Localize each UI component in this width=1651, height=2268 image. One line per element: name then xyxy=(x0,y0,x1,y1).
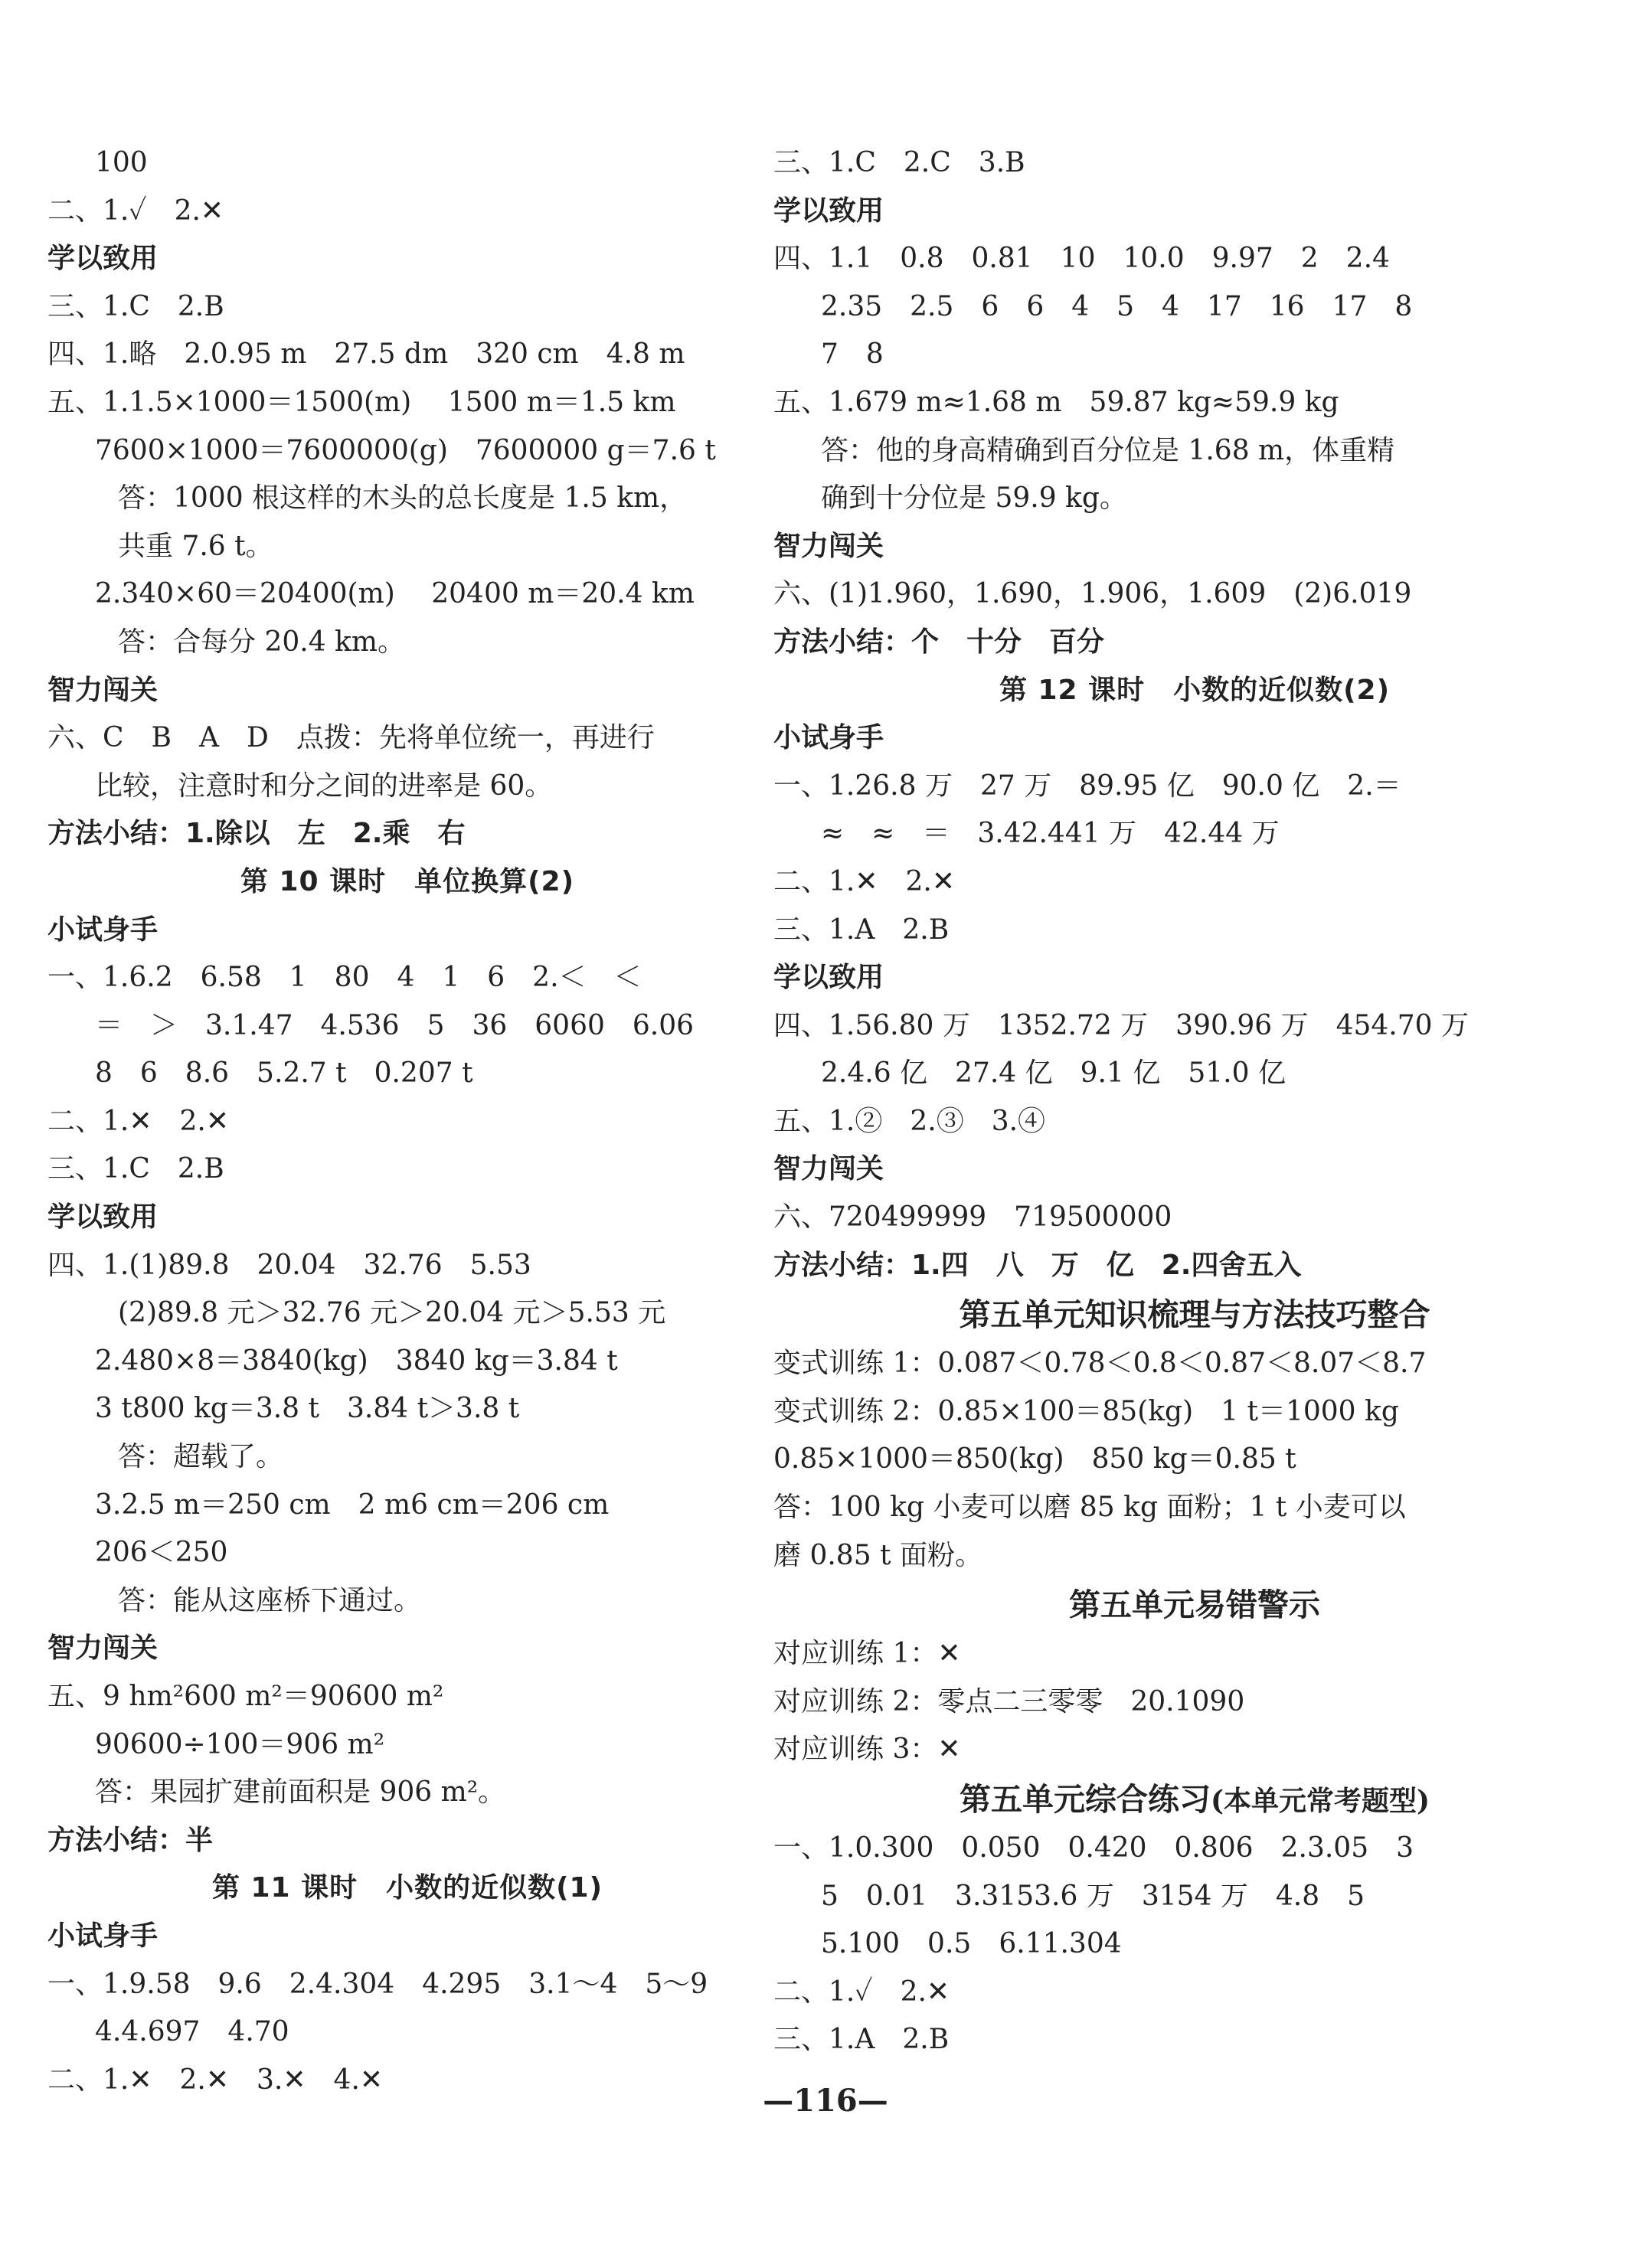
unit-title xyxy=(773,1580,1616,1630)
answer-line xyxy=(47,714,767,763)
line-text: 一、1.9.58 9.6 2.4.304 4.295 3.1～4 5～9 xyxy=(47,1968,708,2000)
answer-line xyxy=(47,2008,767,2057)
line-text: 答：果园扩建前面积是 906 m²。 xyxy=(95,1776,506,1809)
answer-line xyxy=(47,1769,767,1817)
line-text: 答：1000 根这样的木头的总长度是 1.5 km， xyxy=(118,482,688,515)
answer-line xyxy=(773,235,1616,283)
answer-line xyxy=(47,1002,767,1051)
line-text: 5.100 0.5 6.11.304 xyxy=(821,1928,1122,1960)
line-text: 方法小结：个 十分 百分 xyxy=(773,626,1105,658)
answer-line xyxy=(773,139,1616,188)
line-text: 比较，注意时和分之间的进率是 60。 xyxy=(95,770,553,802)
line-text: 五、1.1.5×1000＝1500(m) 1500 m＝1.5 km xyxy=(47,386,676,418)
line-text: 方法小结：半 xyxy=(47,1824,214,1856)
answer-line xyxy=(47,475,767,523)
line-text: 8 6 8.6 5.2.7 t 0.207 t xyxy=(95,1057,473,1090)
line-text: 四、1.(1)89.8 20.04 32.76 5.53 xyxy=(47,1249,531,1281)
section-heading xyxy=(47,907,767,955)
answer-line xyxy=(773,1969,1616,2017)
answer-line xyxy=(47,1385,767,1433)
line-text: 二、1.✓ 2.✕ xyxy=(47,194,224,227)
section-heading xyxy=(47,810,767,858)
section-heading xyxy=(773,954,1616,1002)
answer-line xyxy=(47,1961,767,2009)
line-text: 三、1.C 2.B xyxy=(47,290,224,322)
line-text: 2.4.6 亿 27.4 亿 9.1 亿 51.0 亿 xyxy=(821,1057,1286,1090)
answer-line xyxy=(773,475,1616,523)
section-heading xyxy=(47,1194,767,1242)
line-text: 对应训练 3：✕ xyxy=(773,1734,961,1766)
line-text: 第 11 课时 小数的近似数(1) xyxy=(211,1872,603,1904)
answer-line xyxy=(773,907,1616,955)
line-text: 三、1.A 2.B xyxy=(773,913,950,946)
answer-line xyxy=(773,1873,1616,1921)
answer-line xyxy=(773,1630,1616,1678)
line-text: 5 0.01 3.3153.6 万 3154 万 4.8 5 xyxy=(821,1880,1365,1912)
answer-line xyxy=(47,523,767,571)
line-text: 一、1.6.2 6.58 1 80 4 1 6 2.＜ ＜ xyxy=(47,962,642,994)
answer-line xyxy=(47,1338,767,1386)
line-text: 智力闯关 xyxy=(47,674,159,706)
right-column xyxy=(773,139,1616,2064)
line-text: 学以致用 xyxy=(773,194,884,227)
line-text: 五、1.② 2.③ 3.④ xyxy=(773,1105,1046,1137)
answer-line xyxy=(773,1388,1616,1436)
section-heading xyxy=(47,1625,767,1673)
answer-line xyxy=(773,379,1616,427)
answer-line xyxy=(47,1577,767,1626)
line-text: 智力闯关 xyxy=(773,530,884,562)
line-text: 第 10 课时 单位换算(2) xyxy=(240,865,575,897)
answer-line xyxy=(47,1050,767,1098)
answer-line xyxy=(47,1482,767,1530)
line-text: 4.4.697 4.70 xyxy=(95,2016,289,2048)
line-text: 0.85×1000＝850(kg) 850 kg＝0.85 t xyxy=(773,1443,1296,1476)
line-text: 共重 7.6 t。 xyxy=(118,530,273,562)
answer-line xyxy=(47,619,767,667)
section-heading xyxy=(47,667,767,715)
answer-line xyxy=(773,1484,1616,1532)
line-text: 学以致用 xyxy=(47,1201,159,1234)
answer-line xyxy=(773,1002,1616,1051)
answer-line xyxy=(47,1145,767,1194)
line-text: 四、1.略 2.0.95 m 27.5 dm 320 cm 4.8 m xyxy=(47,338,685,371)
line-text: 四、1.1 0.8 0.81 10 10.0 9.97 2 2.4 xyxy=(773,243,1390,275)
line-text: 小试身手 xyxy=(47,913,159,946)
line-text: 三、1.C 2.B xyxy=(47,1153,224,1185)
line-text: 五、1.679 m≈1.68 m 59.87 kg≈59.9 kg xyxy=(773,386,1339,418)
line-text: 二、1.✓ 2.✕ xyxy=(773,1976,950,2008)
line-text: 变式训练 2：0.85×100＝85(kg) 1 t＝1000 kg xyxy=(773,1395,1399,1427)
line-text: 变式训练 1：0.087＜0.78＜0.8＜0.87＜8.07＜8.7 xyxy=(773,1348,1427,1380)
line-text: 学以致用 xyxy=(773,962,884,994)
line-text: 智力闯关 xyxy=(47,1632,159,1665)
line-text: 7600×1000＝7600000(g) 7600000 g＝7.6 t xyxy=(95,434,716,466)
line-text: 二、1.✕ 2.✕ xyxy=(47,1105,230,1137)
line-text: 方法小结：1.除以 左 2.乘 右 xyxy=(47,818,466,850)
line-text: 对应训练 1：✕ xyxy=(773,1638,961,1670)
line-text: 方法小结：1.四 八 万 亿 2.四舍五入 xyxy=(773,1249,1302,1281)
line-text: ＝ ＞ 3.1.47 4.536 5 36 6060 6.06 xyxy=(95,1009,695,1041)
line-text: 2.35 2.5 6 6 4 5 4 17 16 17 8 xyxy=(821,290,1413,322)
line-text: 3.2.5 m＝250 cm 2 m6 cm＝206 cm xyxy=(95,1489,610,1521)
line-text: 六、(1)1.960，1.690，1.906，1.609 (2)6.019 xyxy=(773,578,1412,610)
answer-line xyxy=(47,379,767,427)
answer-line xyxy=(773,2016,1616,2064)
line-text: 学以致用 xyxy=(47,243,159,275)
page-number: —116— xyxy=(763,2083,888,2119)
line-text: 对应训练 2：零点二三零零 20.1090 xyxy=(773,1685,1245,1717)
line-text: 三、1.C 2.C 3.B xyxy=(773,147,1025,178)
line-text: 四、1.56.80 万 1352.72 万 390.96 万 454.70 万 xyxy=(773,1009,1469,1041)
answer-line xyxy=(47,427,767,475)
answer-line xyxy=(773,810,1616,858)
answer-line xyxy=(47,139,767,188)
unit-title xyxy=(773,1289,1616,1340)
title-note: (本单元常考题型) xyxy=(1210,1785,1430,1817)
answer-line xyxy=(773,1340,1616,1388)
line-text: 二、1.✕ 2.✕ 3.✕ 4.✕ xyxy=(47,2064,384,2096)
answer-line xyxy=(773,331,1616,379)
line-text: 答：能从这座桥下通过。 xyxy=(118,1584,422,1616)
section-heading xyxy=(773,188,1616,236)
answer-line xyxy=(773,1825,1616,1873)
line-text: 小试身手 xyxy=(773,722,884,754)
answer-line xyxy=(47,1529,767,1577)
line-text: 智力闯关 xyxy=(773,1153,884,1185)
answer-line xyxy=(773,1920,1616,1969)
left-column xyxy=(47,139,767,2104)
answer-line xyxy=(773,1436,1616,1484)
answer-line xyxy=(47,954,767,1002)
answer-line xyxy=(773,1726,1616,1774)
answer-line xyxy=(773,1678,1616,1727)
answer-line xyxy=(773,283,1616,332)
answer-line xyxy=(47,1433,767,1482)
answer-line xyxy=(773,1050,1616,1098)
answer-line xyxy=(773,1194,1616,1242)
line-text: 一、1.26.8 万 27 万 89.95 亿 90.0 亿 2.＝ xyxy=(773,770,1401,802)
line-text: 答：合每分 20.4 km。 xyxy=(118,626,405,658)
line-text: 100 xyxy=(95,147,148,178)
line-text: 小试身手 xyxy=(47,1920,159,1952)
answer-line xyxy=(47,1242,767,1290)
lesson-title xyxy=(47,1864,767,1913)
section-heading xyxy=(47,1913,767,1961)
section-heading xyxy=(773,523,1616,571)
line-text: 答：100 kg 小麦可以磨 85 kg 面粉；1 t 小麦可以 xyxy=(773,1492,1406,1524)
line-text: 第五单元综合练习 xyxy=(959,1781,1211,1818)
line-text: 答：他的身高精确到百分位是 1.68 m，体重精 xyxy=(821,434,1395,466)
section-heading xyxy=(773,1145,1616,1194)
answer-line xyxy=(47,1673,767,1721)
line-text: 2.340×60＝20400(m) 20400 m＝20.4 km xyxy=(95,578,695,610)
section-heading xyxy=(47,235,767,283)
line-text: (2)89.8 元＞32.76 元＞20.04 元＞5.53 元 xyxy=(118,1297,666,1329)
answer-line xyxy=(47,763,767,811)
answer-line xyxy=(773,1098,1616,1146)
line-text: 3 t800 kg＝3.8 t 3.84 t＞3.8 t xyxy=(95,1393,520,1425)
section-heading xyxy=(47,1817,767,1865)
line-text: 二、1.✕ 2.✕ xyxy=(773,865,956,897)
answer-line xyxy=(773,427,1616,475)
line-text: 一、1.0.300 0.050 0.420 0.806 2.3.05 3 xyxy=(773,1832,1414,1864)
answer-line xyxy=(773,763,1616,811)
answer-line xyxy=(47,1098,767,1146)
answer-line xyxy=(773,570,1616,619)
line-text: 五、9 hm²600 m²＝90600 m² xyxy=(47,1681,444,1712)
line-text: 第五单元易错警示 xyxy=(1069,1587,1320,1624)
line-text: 2.480×8＝3840(kg) 3840 kg＝3.84 t xyxy=(95,1345,618,1377)
answer-line xyxy=(47,1289,767,1338)
line-text: 确到十分位是 59.9 kg。 xyxy=(821,482,1127,515)
answer-line xyxy=(47,331,767,379)
unit-title xyxy=(773,1774,1616,1825)
section-heading xyxy=(773,714,1616,763)
line-text: ≈ ≈ ＝ 3.42.441 万 42.44 万 xyxy=(821,818,1280,850)
line-text: 206＜250 xyxy=(95,1537,228,1569)
lesson-title xyxy=(47,858,767,907)
line-text: 第五单元知识梳理与方法技巧整合 xyxy=(959,1296,1430,1334)
line-text: 90600÷100＝906 m² xyxy=(95,1728,385,1760)
lesson-title xyxy=(773,667,1616,715)
line-text: 第 12 课时 小数的近似数(2) xyxy=(999,674,1391,706)
answer-line xyxy=(47,570,767,619)
line-text: 磨 0.85 t 面粉。 xyxy=(773,1539,982,1571)
line-text: 7 8 xyxy=(821,338,884,371)
answer-line xyxy=(773,858,1616,907)
section-heading xyxy=(773,619,1616,667)
answer-line xyxy=(47,188,767,236)
section-heading xyxy=(773,1242,1616,1290)
line-text: 答：超载了。 xyxy=(118,1441,284,1473)
line-text: 六、C B A D 点拨：先将单位统一，再进行 xyxy=(47,722,655,754)
answer-line xyxy=(47,283,767,332)
answer-line xyxy=(773,1532,1616,1580)
line-text: 六、720499999 719500000 xyxy=(773,1201,1172,1234)
line-text: 三、1.A 2.B xyxy=(773,2024,950,2056)
answer-line xyxy=(47,1721,767,1770)
